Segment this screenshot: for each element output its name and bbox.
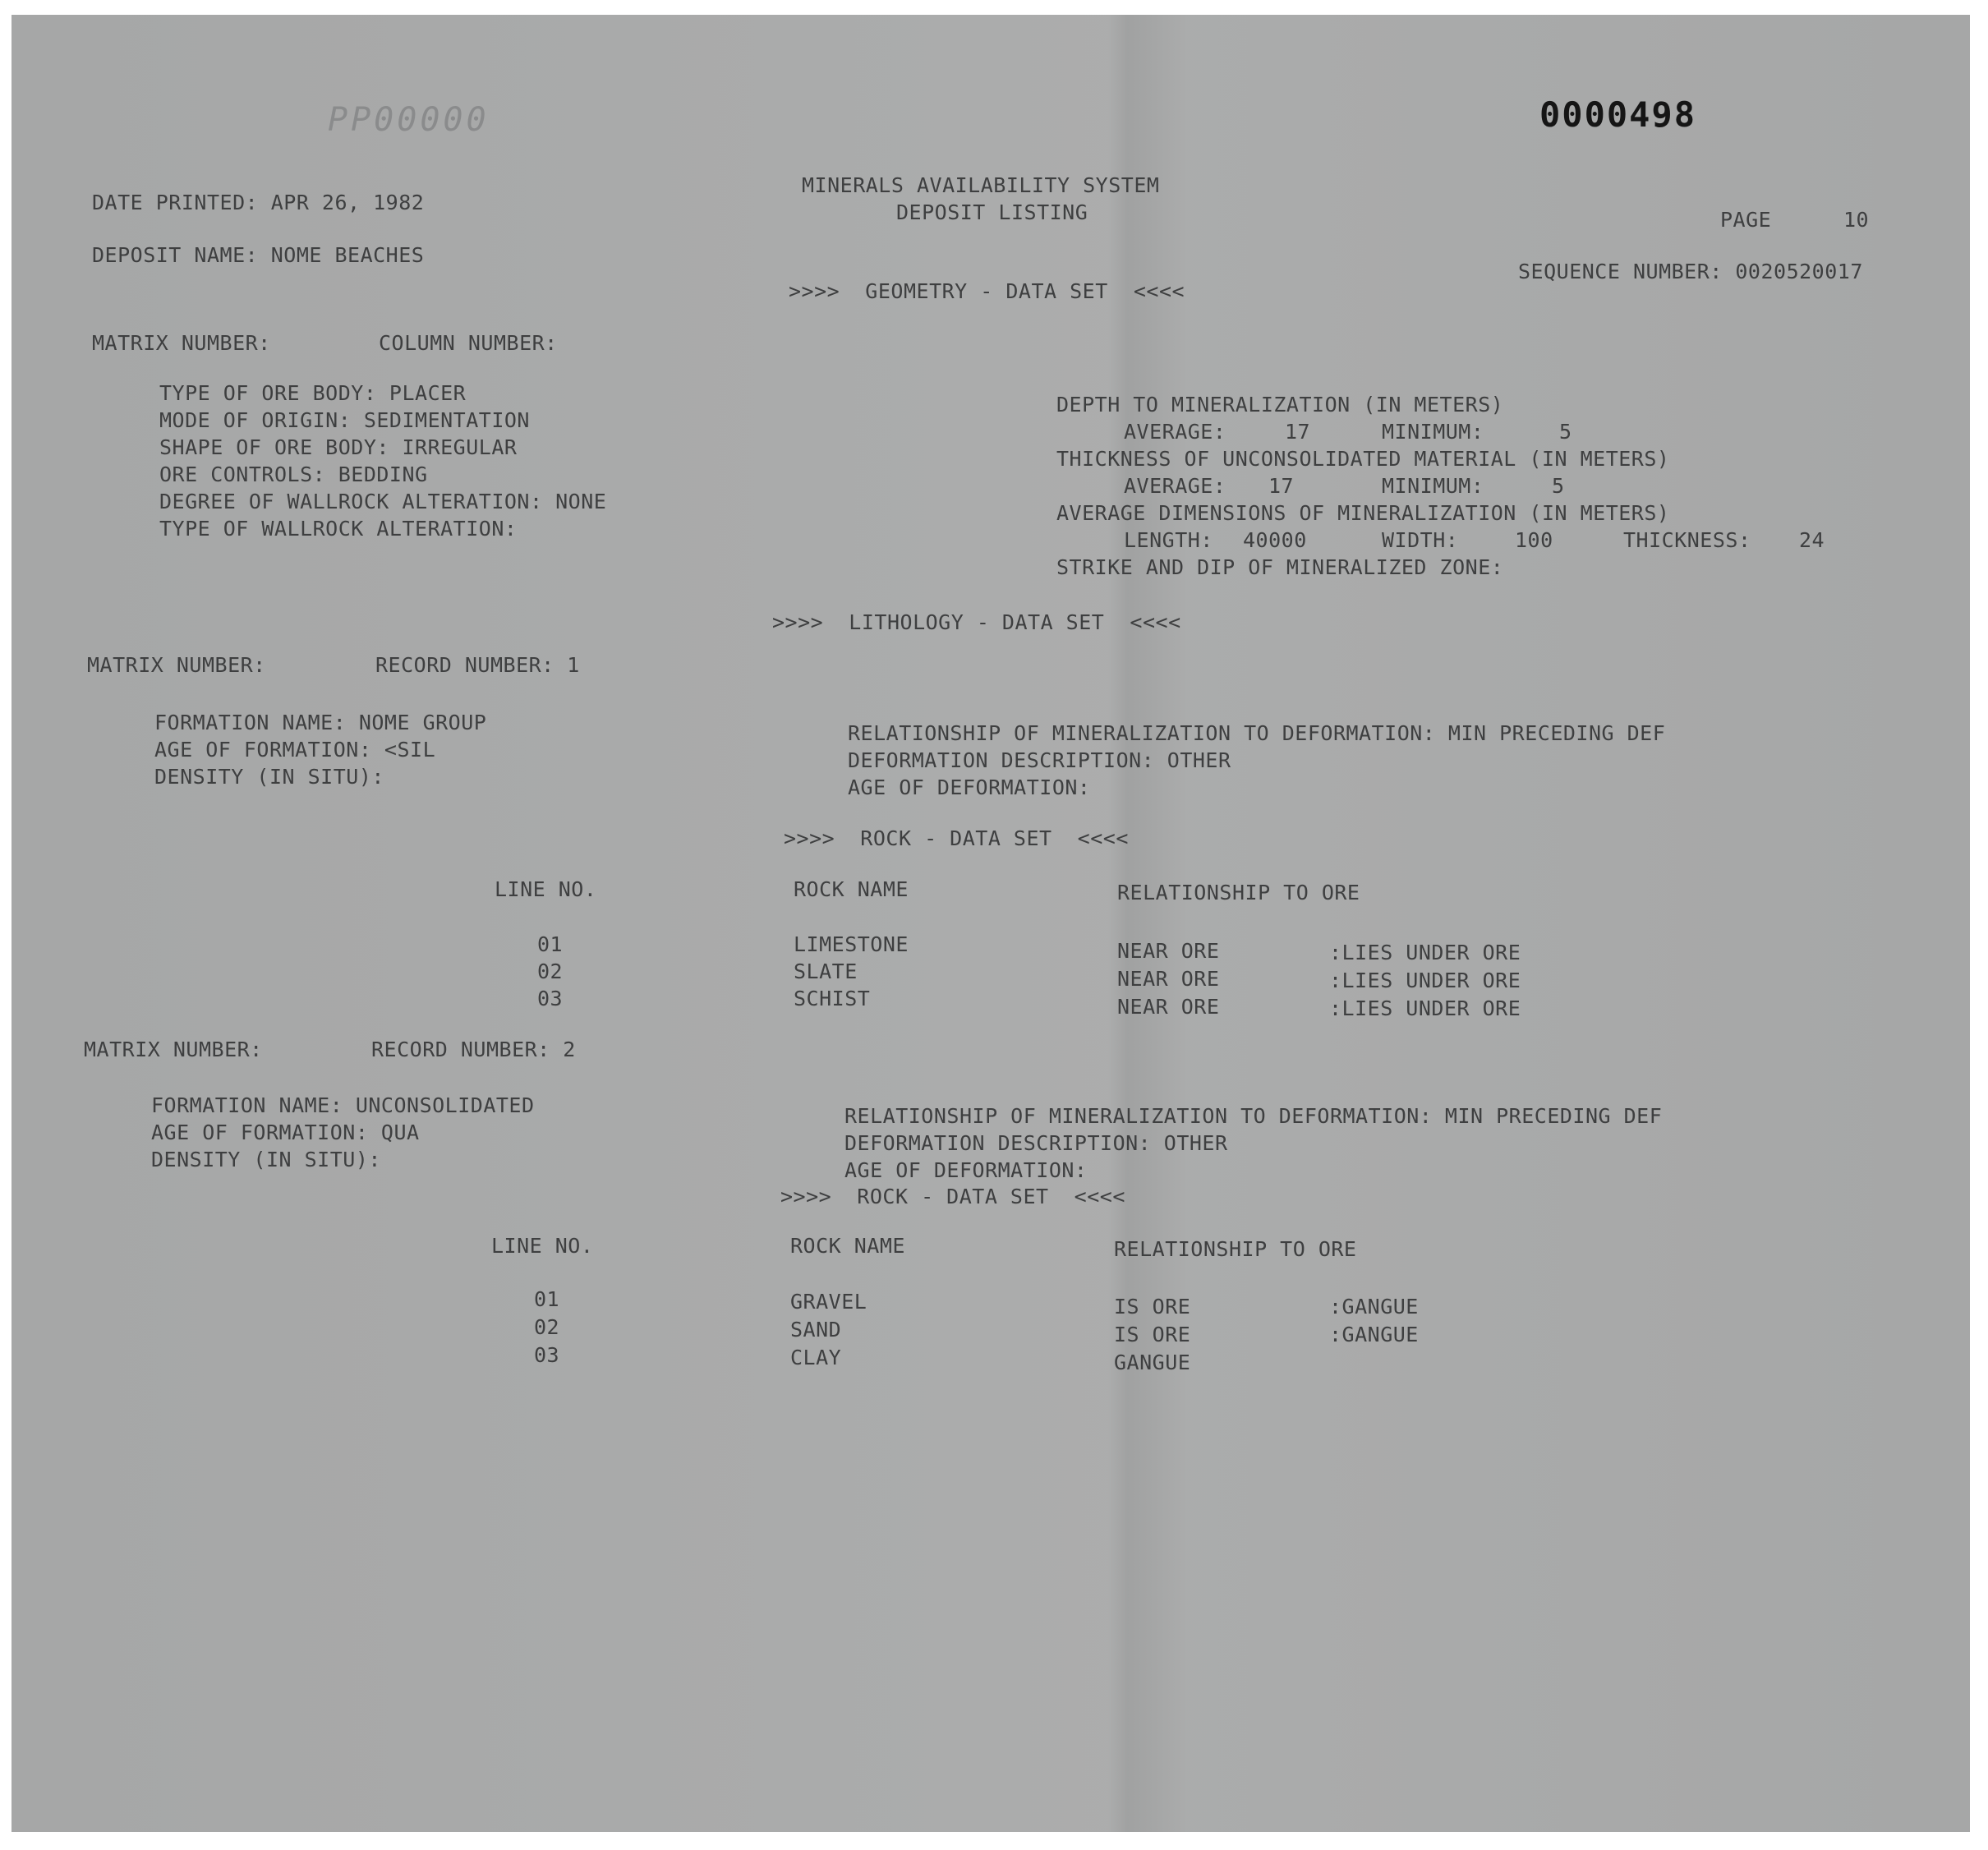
rock-name: CLAY [790,1346,842,1369]
depth-title: DEPTH TO MINERALIZATION (IN METERS) [1056,393,1504,416]
record1-density: DENSITY (IN SITU): [154,765,384,789]
page-label: PAGE [1720,208,1772,232]
depth-average-value: 17 [1285,420,1311,444]
record2-deformation-description: DEFORMATION DESCRIPTION: OTHER [844,1131,1228,1155]
thickness-label: THICKNESS: [1623,528,1751,552]
rock-name: SAND [790,1318,842,1341]
rock-name: LIMESTONE [794,932,909,956]
record2-density: DENSITY (IN SITU): [151,1148,381,1171]
strike-and-dip: STRIKE AND DIP OF MINERALIZED ZONE: [1056,555,1504,579]
lithology-heading: >>>> LITHOLOGY - DATA SET <<<< [772,610,1181,634]
relationship-note: :GANGUE [1329,1295,1419,1318]
shape-of-ore-body: SHAPE OF ORE BODY: IRREGULAR [159,435,518,459]
length-label: LENGTH: [1124,528,1213,552]
record2-formation-name: FORMATION NAME: UNCONSOLIDATED [151,1093,535,1117]
geometry-heading: >>>> GEOMETRY - DATA SET <<<< [789,279,1185,303]
thickness-minimum-value: 5 [1552,474,1565,498]
date-printed: DATE PRINTED: APR 26, 1982 [92,191,425,214]
rock-name: GRAVEL [790,1290,867,1314]
faint-stamp-number: PP00000 [328,101,490,139]
geometry-matrix-number: MATRIX NUMBER: [92,331,271,355]
printout-sheet [12,15,1970,1832]
mode-of-origin: MODE OF ORIGIN: SEDIMENTATION [159,408,530,432]
relationship-to-ore: GANGUE [1114,1351,1191,1374]
record1-age-of-formation: AGE OF FORMATION: <SIL [154,738,436,762]
line-number: 02 [537,960,564,983]
line-number: 03 [534,1343,560,1367]
dimensions-title: AVERAGE DIMENSIONS OF MINERALIZATION (IN METERS) [1056,501,1670,525]
line-number: 01 [534,1287,560,1311]
relationship-to-ore: NEAR ORE [1117,939,1220,963]
relationship-note: :LIES UNDER ORE [1329,941,1521,964]
rock-name: SCHIST [794,987,871,1010]
record2-age-of-formation: AGE OF FORMATION: QUA [151,1121,420,1144]
width-value: 100 [1515,528,1553,552]
record1-col-line-no: LINE NO. [495,877,597,901]
line-number: 02 [534,1315,560,1339]
wallrock-alteration-degree: DEGREE OF WALLROCK ALTERATION: NONE [159,490,607,513]
system-title: MINERALS AVAILABILITY SYSTEM [802,173,1160,197]
thickness-average-value: 17 [1268,474,1295,498]
relationship-to-ore: NEAR ORE [1117,995,1220,1019]
relationship-note: :LIES UNDER ORE [1329,996,1521,1020]
deposit-name: DEPOSIT NAME: NOME BEACHES [92,243,425,267]
relationship-note: :LIES UNDER ORE [1329,969,1521,992]
record2-col-relationship: RELATIONSHIP TO ORE [1114,1237,1357,1261]
record2-matrix-number: MATRIX NUMBER: [84,1038,263,1061]
thickness-minimum-label: MINIMUM: [1382,474,1484,498]
thickness-average-label: AVERAGE: [1124,474,1226,498]
record2-col-line-no: LINE NO. [491,1234,594,1258]
record2-record-number: RECORD NUMBER: 2 [371,1038,576,1061]
record2-rock-heading: >>>> ROCK - DATA SET <<<< [780,1185,1125,1208]
relationship-to-ore: NEAR ORE [1117,967,1220,991]
depth-average-label: AVERAGE: [1124,420,1226,444]
line-number: 03 [537,987,564,1010]
geometry-column-number: COLUMN NUMBER: [379,331,558,355]
record1-relationship: RELATIONSHIP OF MINERALIZATION TO DEFORMATION: MIN PRECEDING DEF [848,721,1666,745]
rock-name: SLATE [794,960,858,983]
page-number: 10 [1843,208,1870,232]
sequence-number: SEQUENCE NUMBER: 0020520017 [1518,260,1863,283]
listing-title: DEPOSIT LISTING [896,200,1088,224]
record2-relationship: RELATIONSHIP OF MINERALIZATION TO DEFORMATION: MIN PRECEDING DEF [844,1104,1663,1128]
record2-col-rock-name: ROCK NAME [790,1234,905,1258]
record2-age-of-deformation: AGE OF DEFORMATION: [844,1158,1088,1182]
document-number-stamp: 0000498 [1539,94,1697,135]
line-number: 01 [537,932,564,956]
record1-rock-heading: >>>> ROCK - DATA SET <<<< [784,826,1129,850]
relationship-note: :GANGUE [1329,1323,1419,1346]
length-value: 40000 [1243,528,1307,552]
record1-deformation-description: DEFORMATION DESCRIPTION: OTHER [848,748,1231,772]
record1-formation-name: FORMATION NAME: NOME GROUP [154,711,487,734]
record1-col-rock-name: ROCK NAME [794,877,909,901]
type-of-ore-body: TYPE OF ORE BODY: PLACER [159,381,467,405]
thickness-title: THICKNESS OF UNCONSOLIDATED MATERIAL (IN METERS) [1056,447,1670,471]
thickness-value: 24 [1799,528,1825,552]
width-label: WIDTH: [1382,528,1459,552]
relationship-to-ore: IS ORE [1114,1323,1191,1346]
depth-minimum-value: 5 [1559,420,1572,444]
record1-col-relationship: RELATIONSHIP TO ORE [1117,881,1360,904]
relationship-to-ore: IS ORE [1114,1295,1191,1318]
ore-controls: ORE CONTROLS: BEDDING [159,462,428,486]
record1-record-number: RECORD NUMBER: 1 [375,653,580,677]
record1-matrix-number: MATRIX NUMBER: [87,653,266,677]
wallrock-alteration-type: TYPE OF WALLROCK ALTERATION: [159,517,518,541]
record1-age-of-deformation: AGE OF DEFORMATION: [848,775,1091,799]
depth-minimum-label: MINIMUM: [1382,420,1484,444]
